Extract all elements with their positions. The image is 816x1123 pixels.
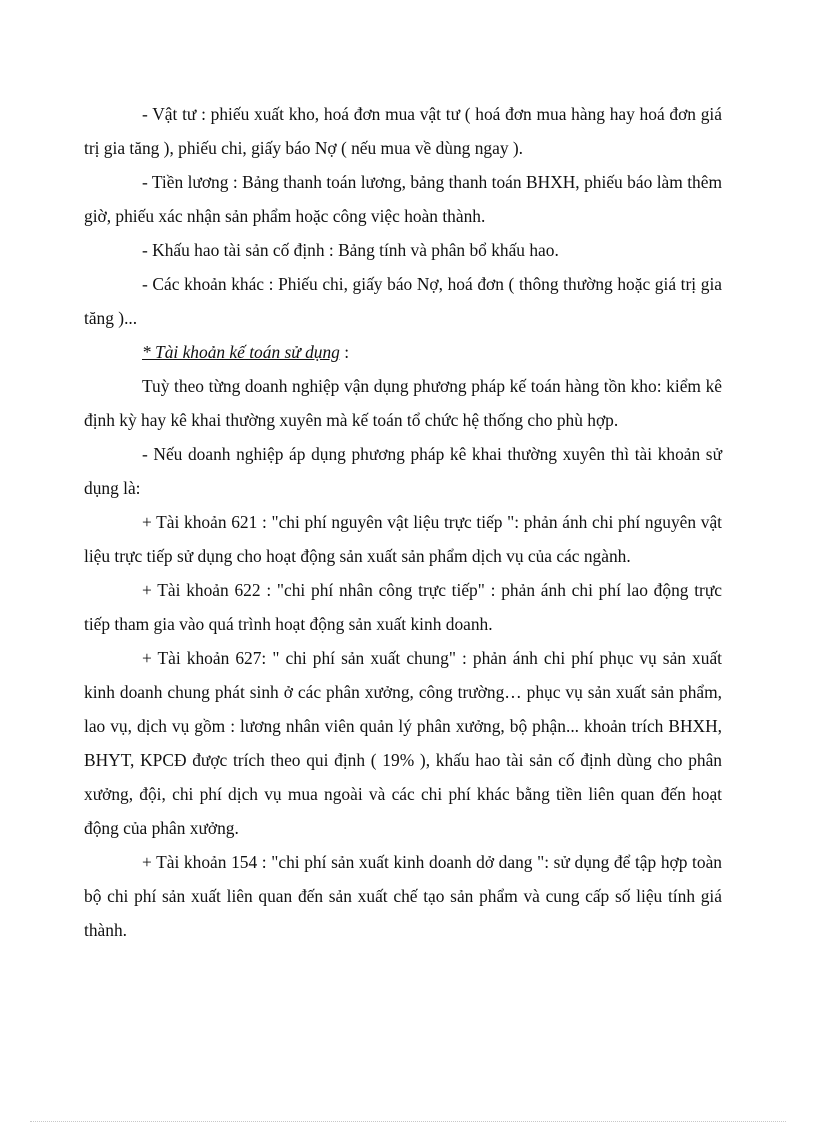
paragraph-depreciation: - Khấu hao tài sản cố định : Bảng tính và phân bổ khấu hao.	[142, 240, 559, 260]
section-heading-title: * Tài khoản kế toán sử dụng	[142, 342, 340, 362]
paragraph-account-622: + Tài khoản 622 : "chi phí nhân công trực tiếp" : phản ánh chi phí lao động trực tiếp tham gia vào quá trình hoạt động sản xuất kinh doanh.	[84, 580, 722, 634]
section-heading	[84, 335, 722, 369]
paragraph-wages: - Tiền lương : Bảng thanh toán lương, bảng thanh toán BHXH, phiếu báo làm thêm giờ, phiếu xác nhận sản phẩm hoặc công việc hoàn thành.	[84, 172, 722, 226]
page-bottom-divider	[30, 1121, 786, 1122]
section-heading-suffix: :	[339, 342, 350, 362]
paragraph-inventory-method: Tuỳ theo từng doanh nghiệp vận dụng phương pháp kế toán hàng tồn kho: kiểm kê định kỳ hay kê khai thường xuyên mà kế toán tổ chức hệ thống cho phù hợp.	[84, 376, 722, 430]
paragraph-other-items: - Các khoản khác : Phiếu chi, giấy báo Nợ, hoá đơn ( thông thường hoặc giá trị gia tăng )...	[84, 274, 722, 328]
paragraph-account-621: + Tài khoản 621 : "chi phí nguyên vật liệu trực tiếp ": phản ánh chi phí nguyên vật liệu trực tiếp sử dụng cho hoạt động sản xuất sản phẩm dịch vụ của các ngành.	[84, 512, 722, 566]
paragraph-account-627: + Tài khoản 627: " chi phí sản xuất chung" : phản ánh chi phí phục vụ sản xuất kinh doanh chung phát sinh ở các phân xưởng, công trường… phục vụ sản xuất sản phẩm, lao vụ, dịch vụ gồm : lương nhân viên quản lý phân xưởng, bộ phận... khoản trích BHXH, BHYT, KPCĐ được trích theo qui định ( 19% ), khấu hao tài sản cố định dùng cho phân xưởng, đội, chi phí dịch vụ mua ngoài và các chi phí khác bằng tiền liên quan đến hoạt động của phân xưởng.	[84, 648, 722, 838]
paragraph-account-154: + Tài khoản 154 : "chi phí sản xuất kinh doanh dở dang ": sử dụng để tập hợp toàn bộ chi phí sản xuất liên quan đến sản xuất chế tạo sản phẩm và cung cấp số liệu tính giá thành.	[84, 852, 722, 940]
paragraph-materials: - Vật tư : phiếu xuất kho, hoá đơn mua vật tư ( hoá đơn mua hàng hay hoá đơn giá trị gia tăng ), phiếu chi, giấy báo Nợ ( nếu mua về dùng ngay ).	[84, 104, 722, 158]
document-page	[84, 97, 722, 947]
paragraph-accounts-intro: - Nếu doanh nghiệp áp dụng phương pháp kê khai thường xuyên thì tài khoản sử dụng là:	[84, 444, 722, 498]
